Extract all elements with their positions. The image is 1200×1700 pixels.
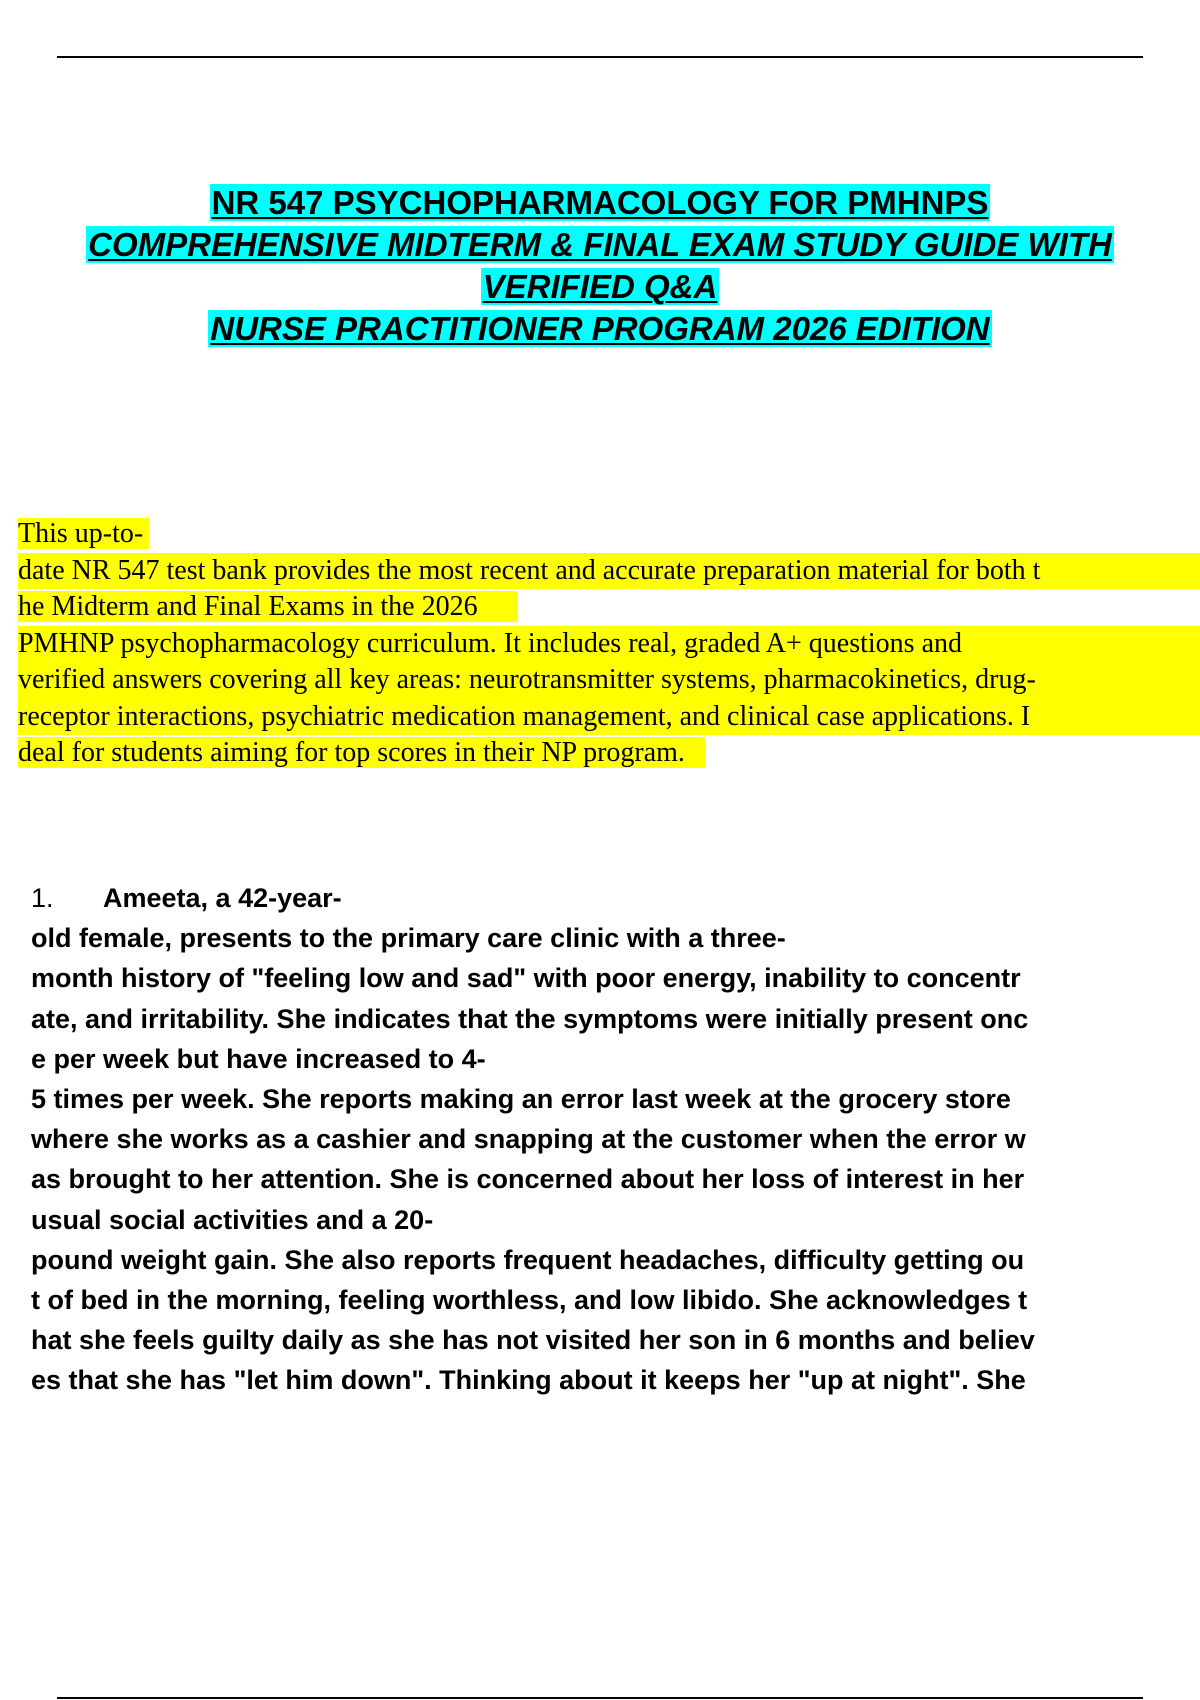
question-first-line xyxy=(31,878,1200,918)
question-line: e per week but have increased to 4- xyxy=(31,1043,486,1074)
summary-paragraph xyxy=(18,516,1200,772)
title-line-3: VERIFIED Q&A xyxy=(482,268,718,305)
summary-line-text: receptor interactions, psychiatric medication management, and clinical case applications. I xyxy=(18,699,1200,736)
question-line: hat she feels guilty daily as she has not visited her son in 6 months and believ xyxy=(31,1325,1035,1356)
question-line: 5 times per week. She reports making an error last week at the grocery store xyxy=(31,1084,1011,1115)
question-number: 1. xyxy=(31,883,54,913)
summary-line-text: he Midterm and Final Exams in the 2026 xyxy=(18,591,518,622)
title-line-4: NURSE PRACTITIONER PROGRAM 2026 EDITION xyxy=(210,310,990,347)
summary-line-text: This up-to- xyxy=(18,518,149,549)
summary-line xyxy=(18,626,1200,663)
question-line: as brought to her attention. She is concerned about her loss of interest in her xyxy=(31,1164,1025,1195)
summary-line-text: PMHNP psychopharmacology curriculum. It includes real, graded A+ questions and xyxy=(18,626,1200,663)
question-line: old female, presents to the primary care clinic with a three- xyxy=(31,923,786,954)
question-line: pound weight gain. She also reports frequent headaches, difficulty getting ou xyxy=(31,1244,1025,1275)
question-line: es that she has "let him down". Thinking about it keeps her "up at night". She xyxy=(31,1365,1026,1396)
title-line-1: NR 547 PSYCHOPHARMACOLOGY FOR PMHNPS xyxy=(211,184,989,221)
summary-line-text: date NR 547 test bank provides the most recent and accurate preparation material for both t xyxy=(18,553,1200,590)
summary-line xyxy=(18,699,1200,736)
question-line: ate, and irritability. She indicates that the symptoms were initially present onc xyxy=(31,1003,1029,1034)
summary-line xyxy=(18,589,1200,626)
question-line: usual social activities and a 20- xyxy=(31,1204,434,1235)
summary-line xyxy=(18,553,1200,590)
summary-line xyxy=(18,516,1200,553)
summary-line-text: verified answers covering all key areas: neurotransmitter systems, pharmacokinetics, drug- xyxy=(18,662,1200,699)
question-first-text: Ameeta, a 42-year- xyxy=(103,883,342,913)
question-line: t of bed in the morning, feeling worthless, and low libido. She acknowledges t xyxy=(31,1285,1028,1316)
top-rule xyxy=(57,56,1143,58)
question-line: month history of "feeling low and sad" with poor energy, inability to concentr xyxy=(31,963,1021,994)
title-line-2: COMPREHENSIVE MIDTERM & FINAL EXAM STUDY GUIDE WITH xyxy=(88,226,1112,263)
bottom-rule xyxy=(57,1697,1143,1699)
document-title xyxy=(0,182,1200,350)
summary-line xyxy=(18,735,1200,772)
question-line: where she works as a cashier and snapping at the customer when the error w xyxy=(31,1124,1026,1155)
summary-line-text: deal for students aiming for top scores in their NP program. xyxy=(18,737,705,768)
question-1 xyxy=(31,878,1200,1401)
summary-line xyxy=(18,662,1200,699)
